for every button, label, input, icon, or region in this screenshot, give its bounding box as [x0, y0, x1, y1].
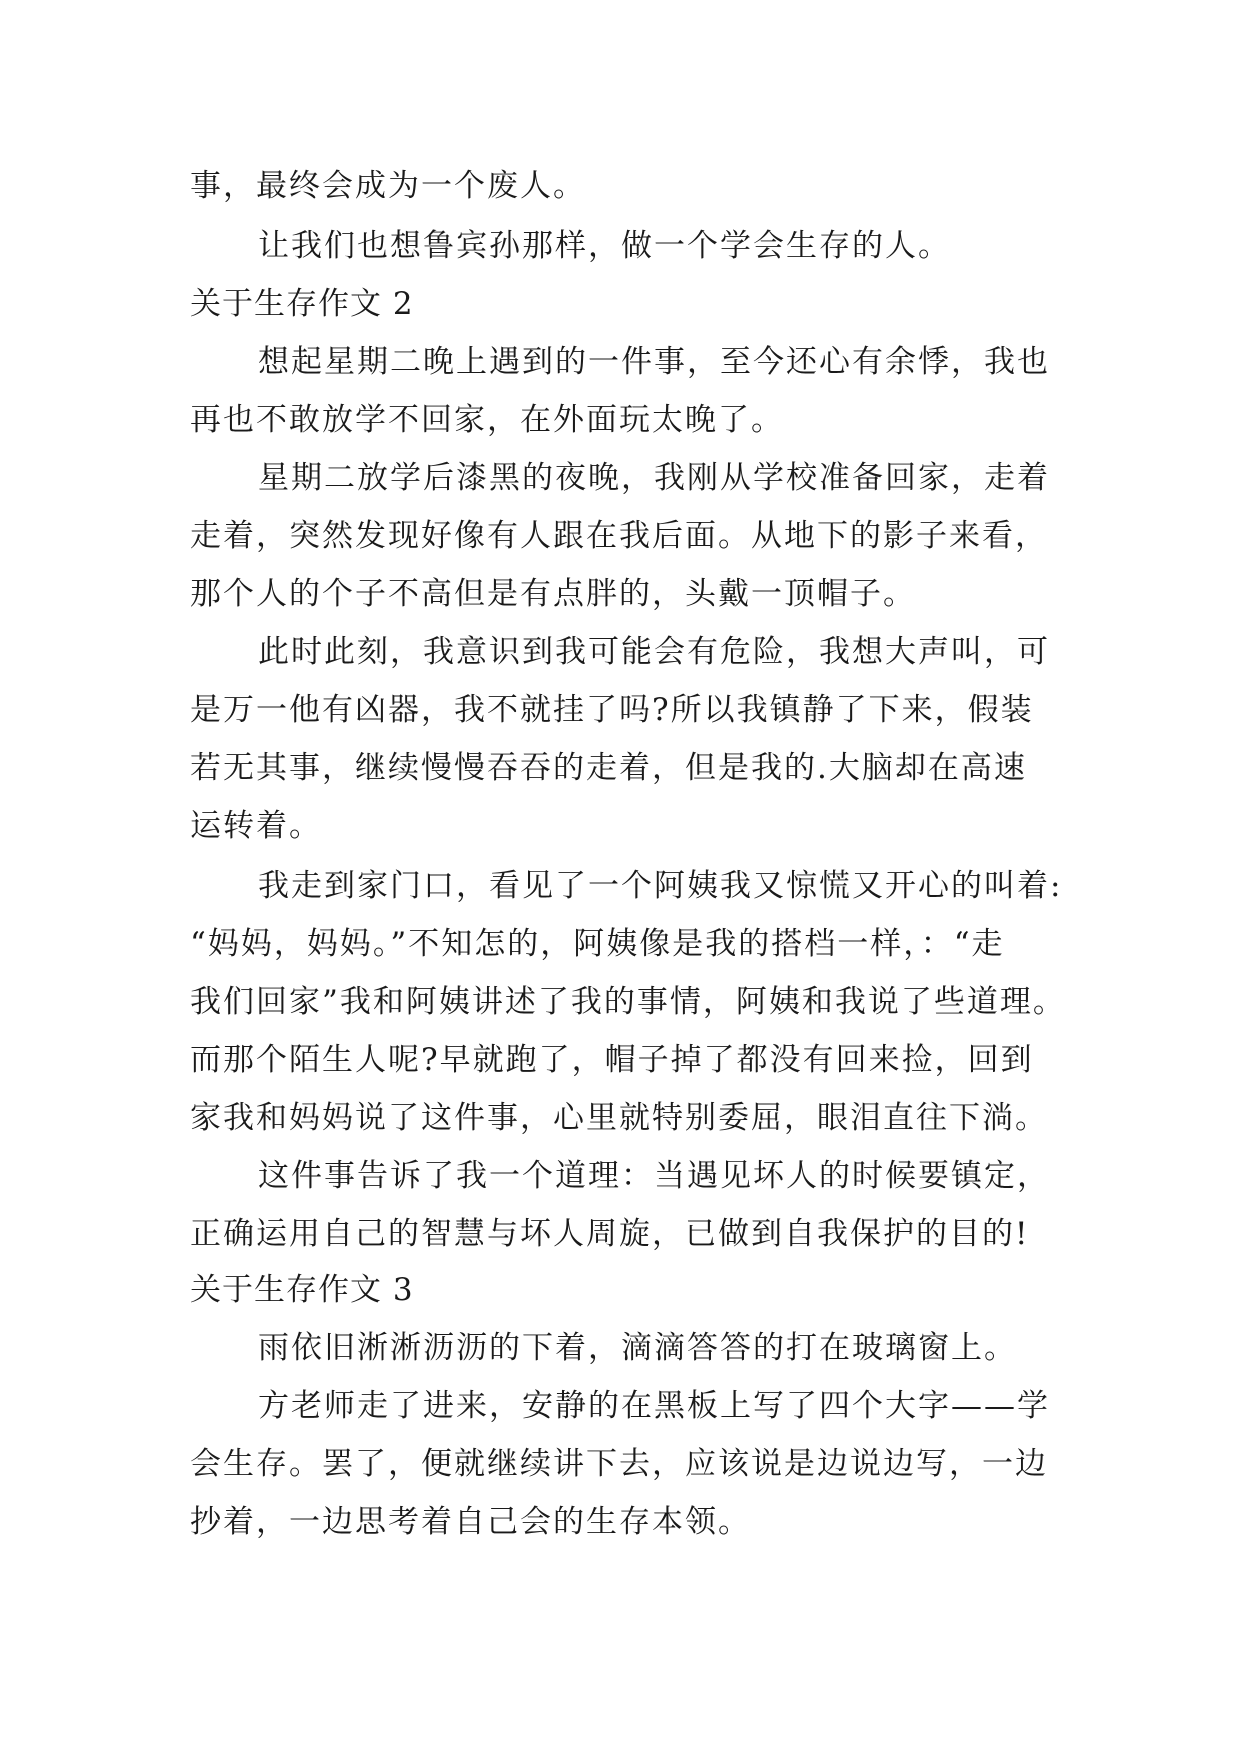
text-line: 而那个陌生人呢?早就跑了，帽子掉了都没有回来捡，回到: [190, 1042, 1034, 1078]
text-line: 若无其事，继续慢慢吞吞的走着，但是我的.大脑却在高速: [190, 750, 1027, 786]
text-line: 雨依旧淅淅沥沥的下着，滴滴答答的打在玻璃窗上。: [258, 1330, 1017, 1366]
text-line: 想起星期二晚上遇到的一件事，至今还心有余悸，我也: [258, 344, 1050, 380]
section-heading: 关于生存作文 2: [190, 286, 414, 322]
text-line: 事，最终会成为一个废人。: [190, 168, 586, 204]
text-line: 抄着，一边思考着自己会的生存本领。: [190, 1504, 751, 1540]
text-line: 这件事告诉了我一个道理：当遇见坏人的时候要镇定，: [258, 1158, 1050, 1194]
text-line: “妈妈，妈妈。”不知怎的，阿姨像是我的搭档一样，：“走: [190, 926, 1005, 962]
text-line: 正确运用自己的智慧与坏人周旋，已做到自我保护的目的!: [190, 1216, 1030, 1252]
text-line: 是万一他有凶器，我不就挂了吗?所以我镇静了下来，假装: [190, 692, 1034, 728]
text-line: 我们回家”我和阿姨讲述了我的事情，阿姨和我说了些道理。: [190, 984, 1066, 1020]
text-line: 家我和妈妈说了这件事，心里就特别委屈，眼泪直往下淌。: [190, 1100, 1048, 1136]
text-line: 走着，突然发现好像有人跟在我后面。从地下的影子来看，: [190, 518, 1048, 554]
text-line: 会生存。罢了，便就继续讲下去，应该说是边说边写，一边: [190, 1446, 1048, 1482]
text-line: 那个人的个子不高但是有点胖的，头戴一顶帽子。: [190, 576, 916, 612]
text-line: 让我们也想鲁宾孙那样，做一个学会生存的人。: [258, 228, 951, 264]
text-line: 星期二放学后漆黑的夜晚，我刚从学校准备回家，走着: [258, 460, 1050, 496]
text-line: 方老师走了进来，安静的在黑板上写了四个大字——学: [258, 1388, 1050, 1424]
text-line: 运转着。: [190, 808, 322, 844]
text-line: 此时此刻，我意识到我可能会有危险，我想大声叫，可: [258, 634, 1050, 670]
text-line: 再也不敢放学不回家，在外面玩太晚了。: [190, 402, 784, 438]
text-line: 我走到家门口，看见了一个阿姨我又惊慌又开心的叫着:: [258, 868, 1063, 904]
section-heading: 关于生存作文 3: [190, 1272, 414, 1308]
